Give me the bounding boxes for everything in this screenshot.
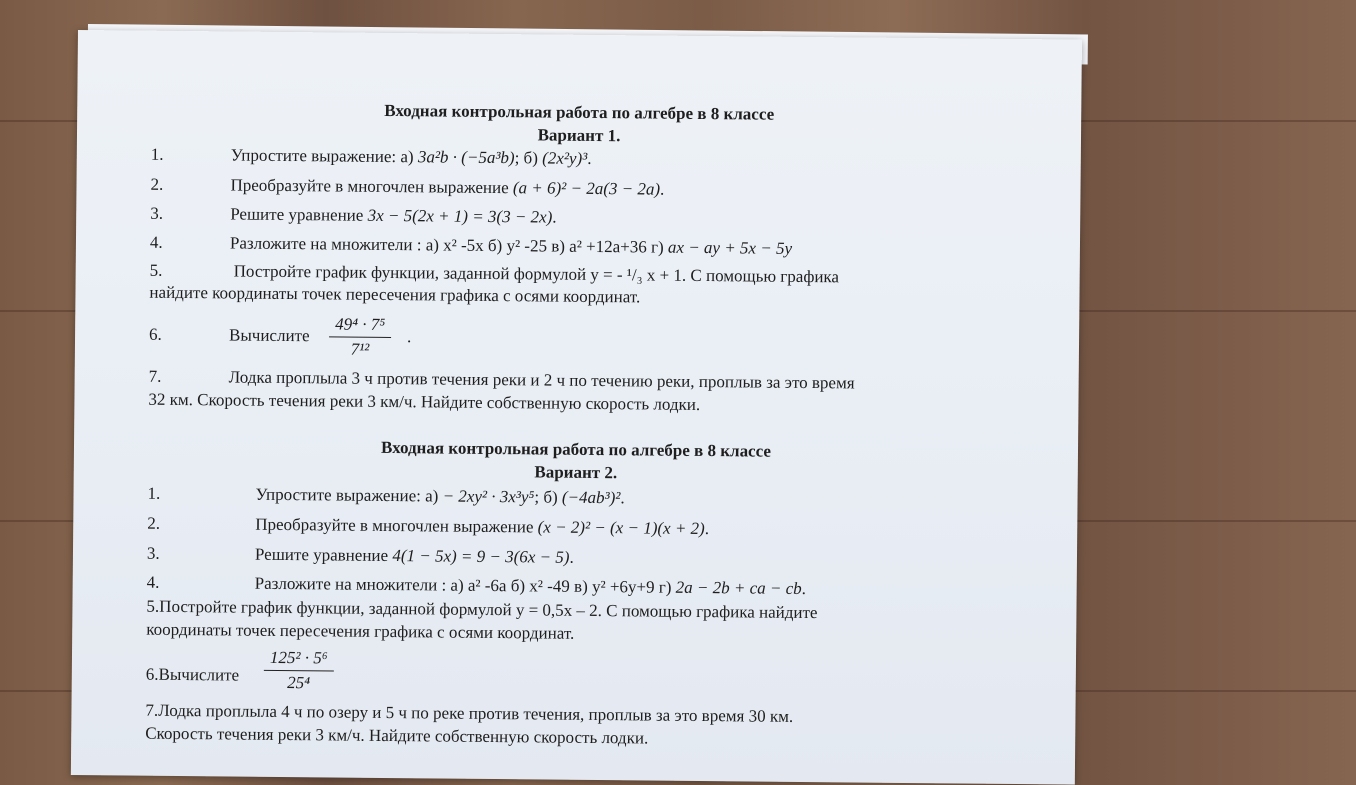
v2-item-1: 1. Упростите выражение: а) − 2xy² · 3x³y⁵; б) (−4ab³)². (147, 484, 160, 504)
variant2-subtitle: Вариант 2. (74, 458, 1078, 488)
v1-item-5-cont: найдите координаты точек пересечения графика с осями координат. (149, 283, 640, 308)
v2-item-5-cont: координаты точек пересечения графика с осями координат. (146, 620, 574, 644)
variant1-subtitle: Вариант 1. (77, 121, 1081, 151)
v1-item-7-cont: 32 км. Скорость течения реки 3 км/ч. Найдите собственную скорость лодки. (148, 390, 700, 415)
variant1-title: Входная контрольная работа по алгебре в 8 классе (77, 98, 1081, 128)
v1-item-1: 1. Упростите выражение: а) 3a²b · (−5a³b); б) (2x²y)³. (151, 145, 164, 165)
v2-fraction: $\frac{\text{125² · 5⁶}}{\text{25⁴}}$ (264, 648, 334, 694)
v1-item-5: 5. Постройте график функции, заданной формулой y = - ¹/₃ x + 1. С помощью графика (150, 261, 163, 281)
v1-item-7: 7. Лодка проплыла 3 ч против течения реки и 2 ч по течению реки, проплыв за это время (149, 367, 162, 387)
v1-item-4: 4. Разложите на множители : а) x² -5x б) y² -25 в) a² +12a+36 г) ax − ay + 5x − 5y (150, 233, 163, 253)
v2-item-5: 5.Постройте график функции, заданной формулой y = 0,5x – 2. С помощью графика найдите (146, 597, 817, 623)
v1-item-2: 2. Преобразуйте в многочлен выражение (a + 6)² − 2a(3 − 2a). (150, 175, 163, 195)
v2-item-4: 4. Разложите на множители : а) a² -6a б) x² -49 в) y² +6y+9 г) 2a − 2b + ca − cb. (147, 573, 160, 593)
v1-item-3: 3. Решите уравнение 3x − 5(2x + 1) = 3(3 − 2x). (150, 204, 163, 224)
v2-item-7-cont: Скорость течения реки 3 км/ч. Найдите собственную скорость лодки. (145, 724, 648, 749)
v1-fraction: $\frac{\text{49⁴ · 7⁵}}{\text{7¹²}}$ (329, 314, 392, 360)
variant2-title: Входная контрольная работа по алгебре в 8 классе (74, 435, 1078, 465)
v2-item-3: 3. Решите уравнение 4(1 − 5x) = 9 − 3(6x − 5). (147, 544, 160, 564)
v2-item-2: 2. Преобразуйте в многочлен выражение (x − 2)² − (x − 1)(x + 2). (147, 514, 160, 534)
v2-item-7: 7.Лодка проплыла 4 ч по озеру и 5 ч по реке против течения, проплыв за это время 30 км. (145, 701, 793, 727)
test-sheet (71, 30, 1082, 785)
